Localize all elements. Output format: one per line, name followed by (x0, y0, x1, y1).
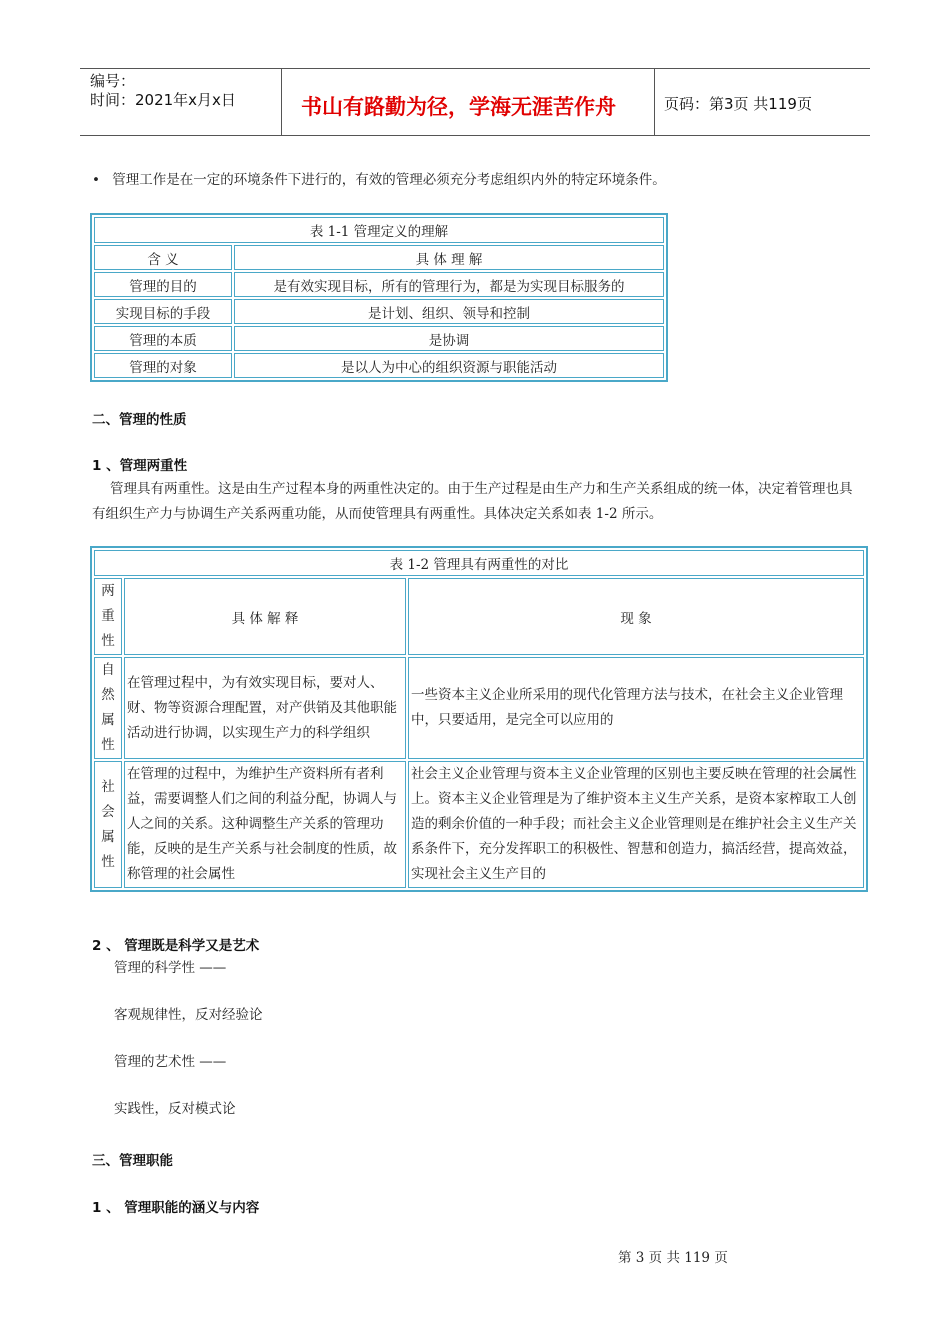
art-line-1: 管理的艺术性 —— (114, 1054, 227, 1070)
header-time-label: 时间：2021年x月x日 (90, 91, 236, 109)
header-divider-right (654, 68, 655, 136)
table2-header-phenomenon: 现 象 (408, 578, 864, 655)
intro-bullet (92, 168, 666, 193)
table2-header-explanation: 具 体 解 释 (124, 578, 406, 655)
table1-term: 管理的本质 (94, 326, 232, 351)
table2-header-duality: 两重性 (94, 578, 122, 655)
table1-term: 管理的目的 (94, 272, 232, 297)
table2-row-label: 自然属性 (94, 657, 122, 759)
section3-heading: 三、管理职能 (92, 1153, 173, 1169)
bullet-glyph: • (92, 172, 100, 188)
table1-meaning: 是计划、组织、领导和控制 (234, 299, 664, 324)
table-row (94, 353, 664, 378)
header-top-rule (80, 68, 870, 69)
table2-row-phenomenon: 一些资本主义企业所采用的现代化管理方法与技术，在社会主义企业管理中，只要适用，是完全可以应用的 (408, 657, 864, 759)
table2-caption: 表 1-2 管理具有两重性的对比 (94, 550, 864, 576)
table1-term: 管理的对象 (94, 353, 232, 378)
section2-sub1-heading: 1 、管理两重性 (92, 458, 188, 474)
table2-row-label: 社会属性 (94, 761, 122, 888)
table-row (94, 761, 864, 888)
intro-bullet-text: 管理工作是在一定的环境条件下进行的，有效的管理必须充分考虑组织内外的特定环境条件。 (112, 172, 666, 188)
table1-caption: 表 1-1 管理定义的理解 (94, 217, 664, 243)
table-row (94, 326, 664, 351)
header-motto: 书山有路勤为径，学海无涯苦作舟 (301, 95, 616, 119)
science-line-2: 客观规律性，反对经验论 (114, 1007, 263, 1023)
section2-sub2-heading: 2 、 管理既是科学又是艺术 (92, 938, 260, 954)
header-page-label: 页码：第3页 共119页 (664, 95, 812, 113)
table1-meaning: 是以人为中心的组织资源与职能活动 (234, 353, 664, 378)
art-line-2: 实践性，反对模式论 (114, 1101, 236, 1117)
section3-sub1-heading: 1 、 管理职能的涵义与内容 (92, 1200, 260, 1216)
science-line-1: 管理的科学性 —— (114, 960, 227, 976)
table1-header-term: 含 义 (94, 245, 232, 270)
table1-term: 实现目标的手段 (94, 299, 232, 324)
section2-heading: 二、管理的性质 (92, 412, 187, 428)
table2-row-phenomenon: 社会主义企业管理与资本主义企业管理的区别也主要反映在管理的社会属性上。资本主义企业管理是为了维护资本主义生产关系，是资本家榨取工人创造的剩余价值的一种手段；而社会主义企业管理则是在维护社会主义生产关系条件下，充分发挥职工的积极性、智慧和创造力，搞活经营，提高效益，实现社会主义生产目的 (408, 761, 864, 888)
table-row (94, 272, 664, 297)
table-management-definition (90, 213, 668, 382)
table2-row-explanation: 在管理的过程中，为维护生产资料所有者利益，需要调整人们之间的利益分配，协调人与人之间的关系。这种调整生产关系的管理功能，反映的是生产关系与社会制度的性质，故称管理的社会属性 (124, 761, 406, 888)
table1-header-meaning: 具 体 理 解 (234, 245, 664, 270)
header-bottom-rule (80, 135, 870, 136)
table1-meaning: 是协调 (234, 326, 664, 351)
section2-paragraph: 管理具有两重性。这是由生产过程本身的两重性决定的。由于生产过程是由生产力和生产关系组成的统一体，决定着管理也具有组织生产力与协调生产关系两重功能，从而使管理具有两重性。具体决定关系如表 1-2 所示。 (92, 481, 853, 522)
table2-row-explanation: 在管理过程中，为有效实现目标，要对人、财、物等资源合理配置，对产供销及其他职能活动进行协调，以实现生产力的科学组织 (124, 657, 406, 759)
table1-meaning: 是有效实现目标，所有的管理行为，都是为实现目标服务的 (234, 272, 664, 297)
header-divider-left (281, 68, 282, 136)
table-row (94, 657, 864, 759)
footer-page-number: 第 3 页 共 119 页 (618, 1250, 728, 1266)
table-management-duality (90, 546, 868, 892)
header-number-label: 编号： (90, 72, 136, 90)
table-row (94, 299, 664, 324)
